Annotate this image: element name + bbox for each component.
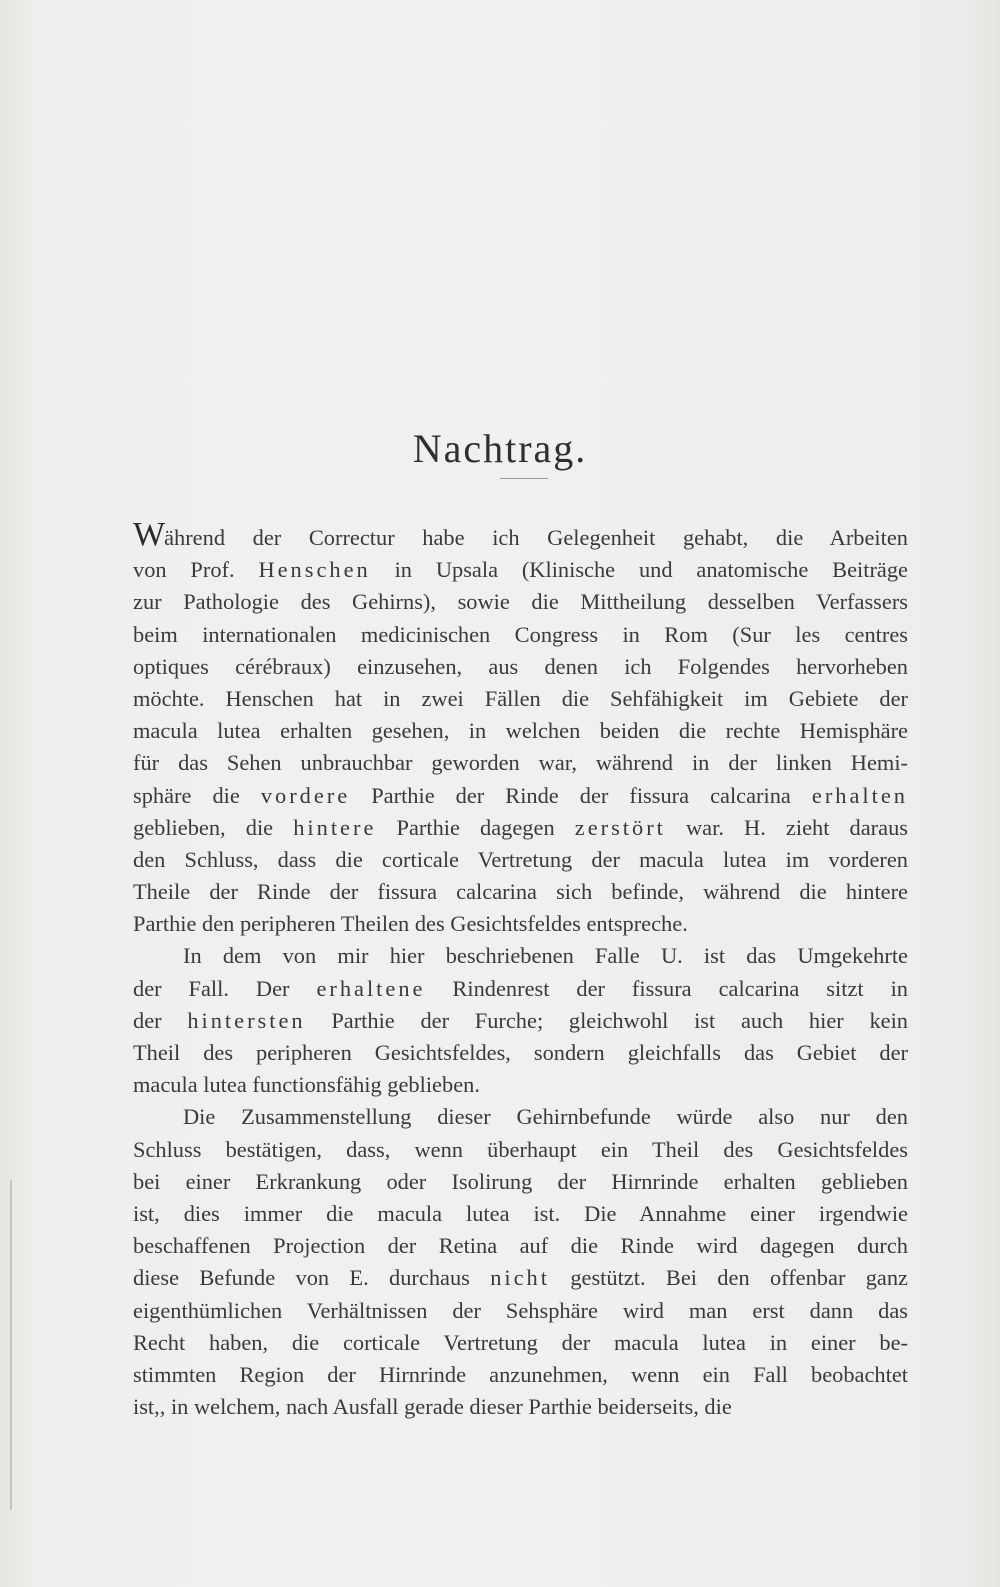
text-run: macula lutea erhalten gesehen, in welchen beiden die rechte Hemisphäre	[133, 718, 908, 744]
text-line	[133, 940, 908, 972]
text-line	[133, 651, 908, 683]
text-line	[133, 683, 908, 715]
text-line	[133, 1230, 908, 1262]
text-line	[133, 780, 908, 812]
text-run: beim internationalen medicinischen Congress in Rom (Sur les centres	[133, 621, 908, 647]
text-line	[133, 1391, 908, 1423]
text-line	[133, 586, 908, 618]
text-run: von Prof.	[133, 557, 259, 583]
paragraph	[133, 516, 908, 940]
text-run: bei einer Erkrankung oder Isolirung der Hirnrinde erhalten geblieben	[133, 1168, 908, 1194]
text-run: der Fall. Der	[133, 975, 317, 1001]
text-run: Parthie der Furche; gleichwohl ist auch hier kein	[305, 1007, 909, 1033]
text-run: Parthie dagegen	[376, 814, 575, 840]
spaced-emphasis: zerstört	[574, 814, 666, 840]
text-line	[133, 1101, 908, 1133]
text-run: eigenthümlichen Verhältnissen der Sehsphäre wird man erst dann das	[133, 1297, 908, 1323]
text-line	[133, 1295, 908, 1327]
text-run: In dem von mir hier beschriebenen Falle U. ist das Umgekehrte	[183, 943, 908, 969]
text-run: war. H. zieht daraus	[665, 814, 908, 840]
text-line	[133, 973, 908, 1005]
text-run: ist, dies immer die macula lutea ist. Die Annahme einer irgendwie	[133, 1200, 908, 1226]
text-run: den Schluss, dass die corticale Vertretung der macula lutea im vorderen	[133, 846, 908, 872]
text-run: der	[133, 1007, 188, 1033]
text-run: Recht haben, die corticale Vertretung der macula lutea in einer be-	[133, 1329, 908, 1355]
spaced-emphasis: erhaltene	[316, 975, 426, 1001]
text-line	[133, 876, 908, 908]
text-run: beschaffenen Projection der Retina auf die Rinde wird dagegen durch	[133, 1233, 908, 1259]
text-run: macula lutea functionsfähig geblieben.	[133, 1072, 480, 1098]
text-run: zur Pathologie des Gehirns), sowie die Mittheilung desselben Verfassers	[133, 589, 908, 615]
page-edge-shadow	[10, 1180, 12, 1510]
text-run: ist,, in welchem, nach Ausfall gerade dieser Parthie beiderseits, die	[133, 1394, 732, 1420]
text-line	[133, 1327, 908, 1359]
text-line	[133, 1359, 908, 1391]
text-line	[133, 715, 908, 747]
text-run: stimmten Region der Hirnrinde anzunehmen, wenn ein Fall beobachtet	[133, 1361, 908, 1387]
text-line	[133, 1166, 908, 1198]
text-line	[133, 1037, 908, 1069]
text-line	[133, 1069, 908, 1101]
text-line	[133, 844, 908, 876]
spaced-emphasis: hintersten	[187, 1007, 306, 1033]
text-run: diese Befunde von E. durchaus	[133, 1265, 491, 1291]
text-run: Theile der Rinde der fissura calcarina sich befinde, während die hintere	[133, 879, 908, 905]
drop-cap: W	[133, 516, 165, 553]
text-run: gestützt. Bei den offenbar ganz	[549, 1265, 908, 1291]
text-line	[133, 908, 908, 940]
text-run: Parthie der Rinde der fissura calcarina	[350, 782, 812, 808]
text-run: optiques cérébraux) einzusehen, aus denen ich Folgendes hervorheben	[133, 653, 908, 679]
text-line	[133, 619, 908, 651]
page-title: Nachtrag.	[412, 425, 588, 471]
body-text	[133, 516, 909, 1423]
spaced-emphasis: vordere	[260, 782, 351, 808]
text-run: Theil des peripheren Gesichtsfeldes, sondern gleichfalls das Gebiet der	[133, 1040, 908, 1065]
text-line	[133, 1262, 908, 1294]
title-divider	[500, 478, 548, 479]
text-line	[133, 1198, 908, 1230]
paragraph	[133, 940, 908, 1101]
text-run: in Upsala (Klinische und anatomische Beiträge	[370, 557, 908, 583]
text-run: für das Sehen unbrauchbar geworden war, während in der linken Hemi-	[133, 750, 908, 776]
spaced-emphasis: nicht	[490, 1265, 550, 1291]
paragraph	[133, 1101, 908, 1423]
text-line	[133, 516, 908, 554]
text-line	[133, 747, 908, 779]
text-line	[133, 1134, 908, 1166]
spaced-emphasis: hintere	[293, 814, 377, 840]
text-line	[133, 1005, 908, 1037]
text-run: ährend der Correctur habe ich Gelegenheit gehabt, die Arbeiten	[164, 525, 908, 550]
text-run: sphäre die	[133, 782, 261, 808]
text-run: Rindenrest der fissura calcarina sitzt in	[425, 975, 908, 1001]
spaced-emphasis: erhalten	[811, 782, 908, 808]
spaced-emphasis: Henschen	[258, 557, 371, 583]
text-run: Die Zusammenstellung dieser Gehirnbefunde würde also nur den	[183, 1104, 908, 1130]
text-run: Schluss bestätigen, dass, wenn überhaupt ein Theil des Gesichtsfeldes	[133, 1136, 908, 1162]
text-line	[133, 812, 908, 844]
text-run: geblieben, die	[133, 814, 294, 840]
text-run: Parthie den peripheren Theilen des Gesichtsfeldes entspreche.	[133, 911, 688, 937]
text-run: möchte. Henschen hat in zwei Fällen die Sehfähigkeit im Gebiete der	[133, 685, 908, 711]
text-line	[133, 554, 908, 586]
